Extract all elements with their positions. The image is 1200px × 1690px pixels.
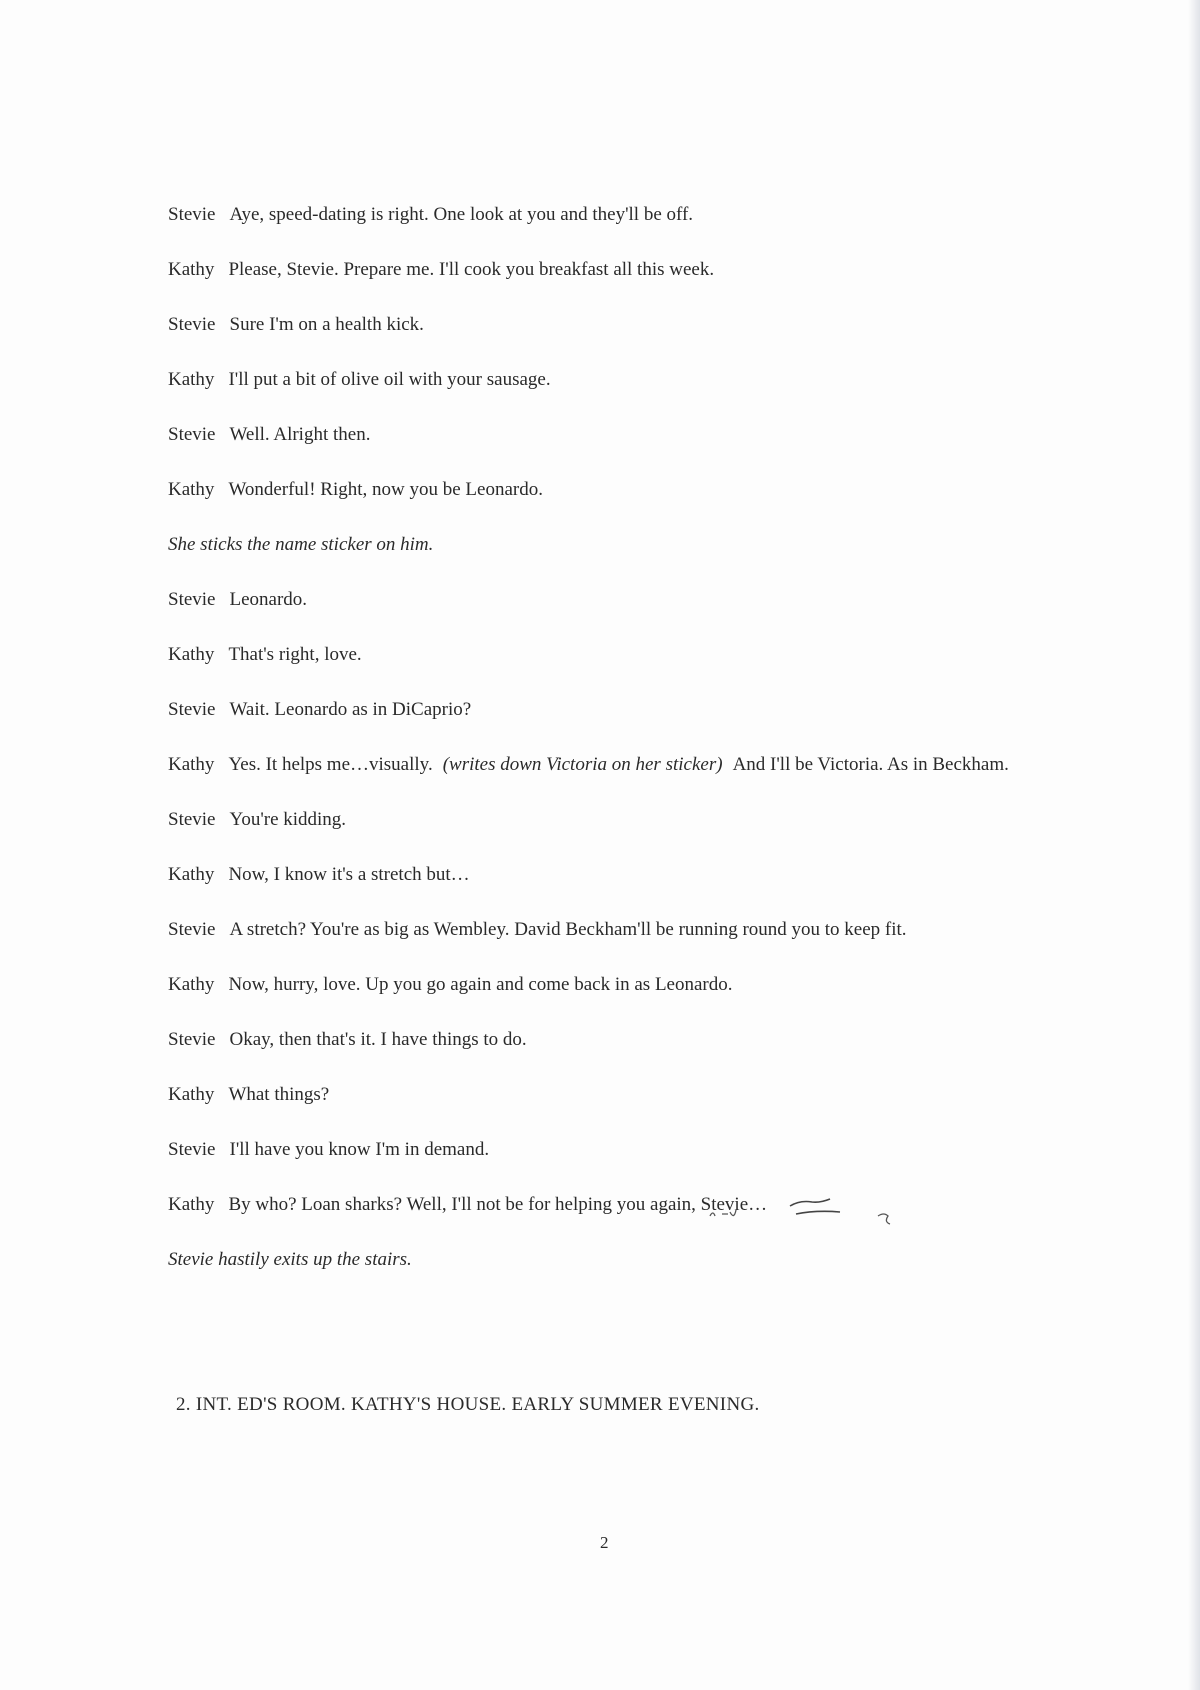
dialogue-text: Wait. Leonardo as in DiCaprio? bbox=[229, 699, 472, 720]
dialogue-line bbox=[168, 1080, 1038, 1110]
dialogue-text: Aye, speed-dating is right. One look at you and they'll be off. bbox=[229, 204, 694, 225]
speaker-name: Kathy bbox=[168, 754, 215, 775]
dialogue-text: You're kidding. bbox=[229, 809, 347, 830]
dialogue-line bbox=[168, 200, 1038, 230]
speaker-name: Stevie bbox=[168, 589, 216, 610]
speaker-name: Stevie bbox=[168, 314, 216, 335]
speaker-name: Stevie bbox=[168, 204, 216, 225]
dialogue-text: Leonardo. bbox=[229, 589, 308, 610]
dialogue-line bbox=[168, 1135, 1038, 1165]
dialogue-line bbox=[168, 970, 1038, 1000]
handwritten-scribble bbox=[700, 1192, 910, 1232]
speaker-name: Kathy bbox=[168, 974, 215, 995]
dialogue-text: What things? bbox=[228, 1084, 330, 1105]
speaker-name: Stevie bbox=[168, 424, 216, 445]
dialogue-line bbox=[168, 475, 1038, 505]
speaker-name: Kathy bbox=[168, 864, 215, 885]
dialogue-line bbox=[168, 585, 1038, 615]
scene-heading: 2. INT. ED'S ROOM. KATHY'S HOUSE. EARLY SUMMER EVENING. bbox=[176, 1394, 760, 1415]
speaker-name: Kathy bbox=[168, 1194, 215, 1215]
speaker-name: Stevie bbox=[168, 1029, 216, 1050]
dialogue-line bbox=[168, 255, 1038, 285]
dialogue-text: Okay, then that's it. I have things to do. bbox=[229, 1029, 527, 1050]
dialogue-text: Please, Stevie. Prepare me. I'll cook you breakfast all this week. bbox=[228, 259, 715, 280]
dialogue-line bbox=[168, 1025, 1038, 1055]
dialogue-line bbox=[168, 860, 1038, 890]
dialogue-text: A stretch? You're as big as Wembley. David Beckham'll be running round you to keep fit. bbox=[229, 919, 907, 940]
dialogue-text: By who? Loan sharks? Well, I'll not be for helping you again, Stevie… bbox=[228, 1194, 768, 1215]
speaker-name: Kathy bbox=[168, 1084, 215, 1105]
dialogue-text: Yes. It helps me…visually. bbox=[228, 754, 433, 775]
parenthetical: (writes down Victoria on her sticker) bbox=[442, 754, 723, 775]
speaker-name: Stevie bbox=[168, 699, 216, 720]
speaker-name: Kathy bbox=[168, 369, 215, 390]
speaker-name: Stevie bbox=[168, 809, 216, 830]
dialogue-text: That's right, love. bbox=[228, 644, 362, 665]
stage-direction: Stevie hastily exits up the stairs. bbox=[168, 1249, 412, 1270]
dialogue-text: Now, I know it's a stretch but… bbox=[228, 864, 470, 885]
speaker-name: Kathy bbox=[168, 644, 215, 665]
dialogue-text: Now, hurry, love. Up you go again and come back in as Leonardo. bbox=[228, 974, 733, 995]
script-body bbox=[168, 200, 1038, 1300]
speaker-name: Kathy bbox=[168, 479, 215, 500]
page-edge-shadow bbox=[1188, 0, 1200, 1690]
dialogue-text: Wonderful! Right, now you be Leonardo. bbox=[228, 479, 543, 500]
dialogue-line bbox=[168, 310, 1038, 340]
dialogue-text-continued: And I'll be Victoria. As in Beckham. bbox=[732, 754, 1009, 775]
dialogue-text: Sure I'm on a health kick. bbox=[229, 314, 424, 335]
dialogue-text: I'll have you know I'm in demand. bbox=[229, 1139, 490, 1160]
dialogue-text: Well. Alright then. bbox=[229, 424, 371, 445]
speaker-name: Stevie bbox=[168, 919, 216, 940]
page-number: 2 bbox=[600, 1533, 609, 1552]
speaker-name: Kathy bbox=[168, 259, 215, 280]
dialogue-line bbox=[168, 750, 1038, 780]
dialogue-line bbox=[168, 695, 1038, 725]
stage-direction: She sticks the name sticker on him. bbox=[168, 534, 434, 555]
speaker-name: Stevie bbox=[168, 1139, 216, 1160]
dialogue-line bbox=[168, 420, 1038, 450]
dialogue-line bbox=[168, 805, 1038, 835]
dialogue-text: I'll put a bit of olive oil with your sausage. bbox=[228, 369, 551, 390]
dialogue-line bbox=[168, 365, 1038, 395]
dialogue-line bbox=[168, 640, 1038, 670]
dialogue-line bbox=[168, 915, 1038, 945]
